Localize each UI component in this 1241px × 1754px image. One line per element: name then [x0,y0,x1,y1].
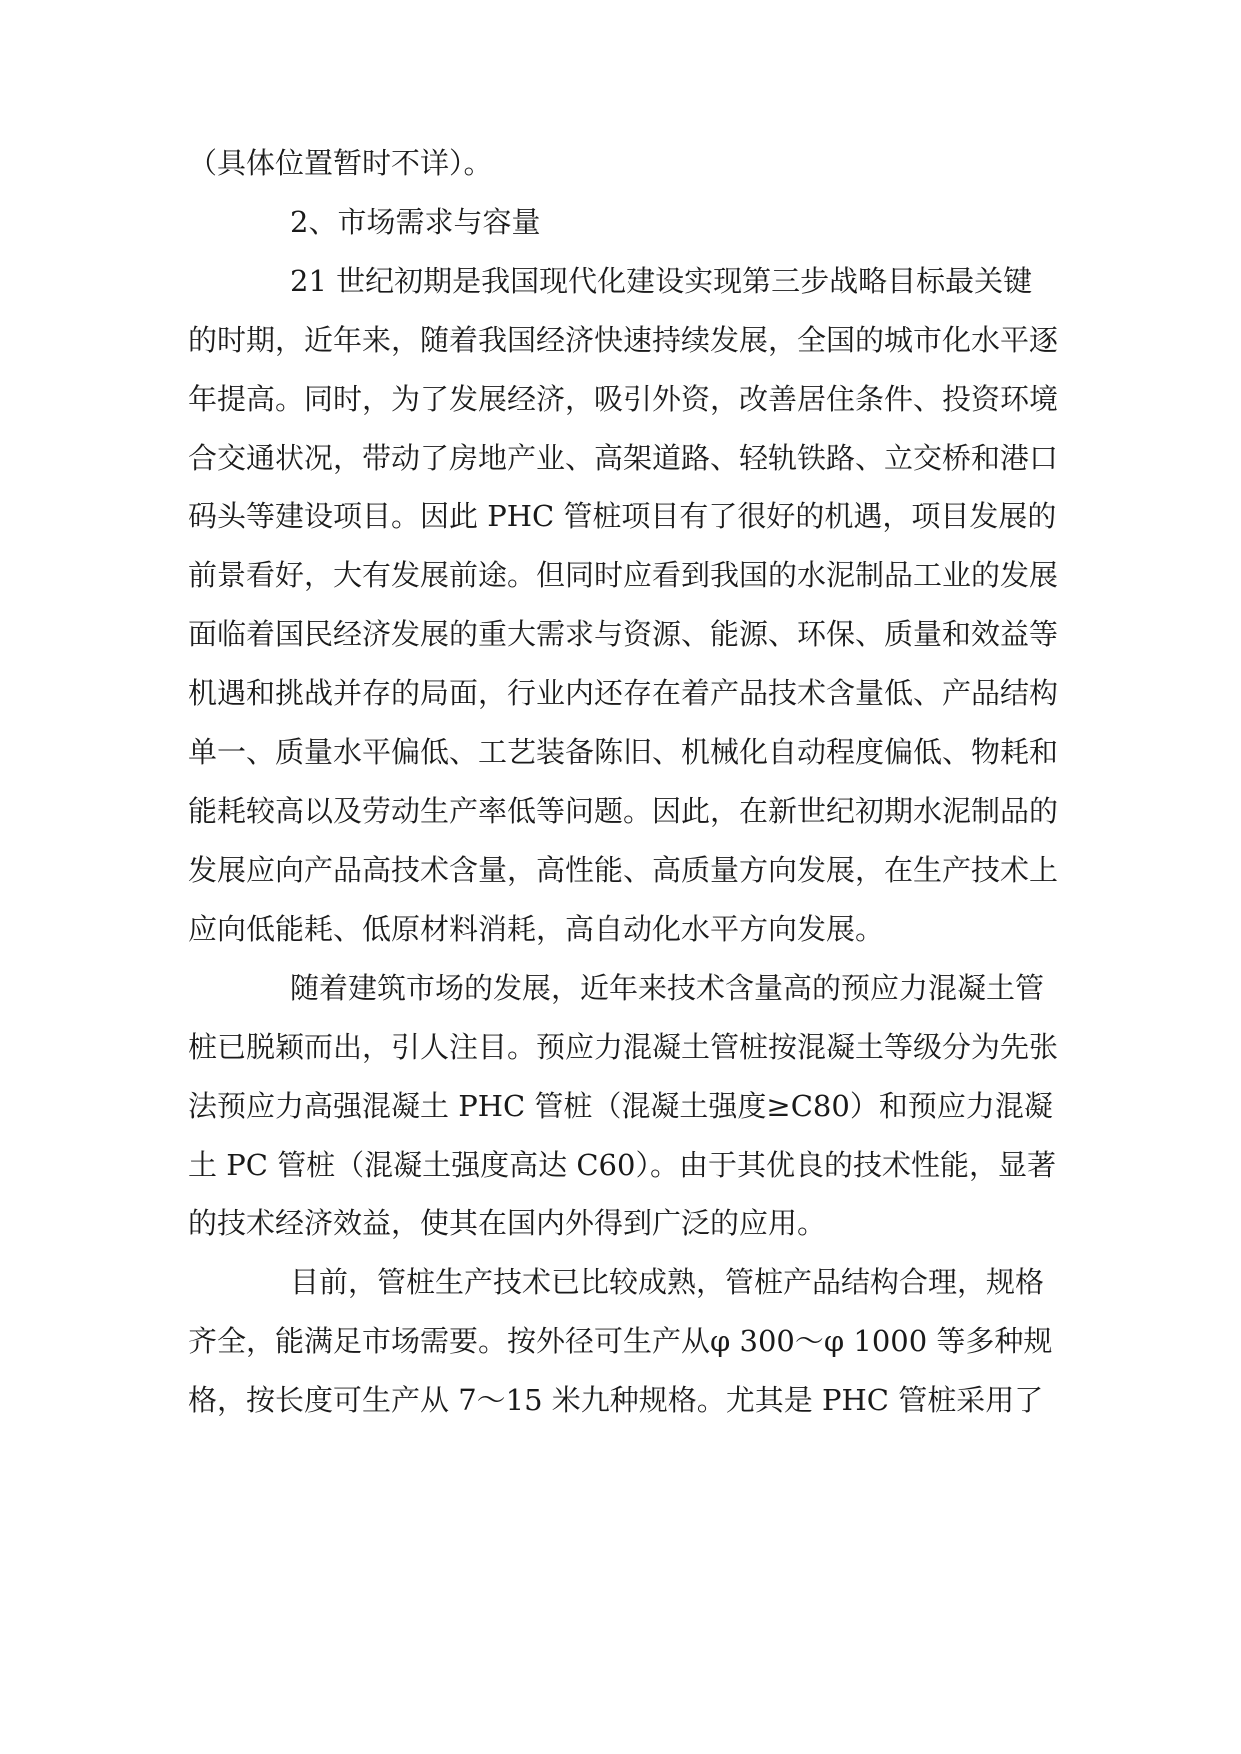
text-line-1: （具体位置暂时不详）。 [188,146,493,180]
text-line-12: 能耗较高以及劳动生产率低等问题。因此，在新世纪初期水泥制品的 [188,794,1059,828]
text-line-7: 码头等建设项目。因此 PHC 管桩项目有了很好的机遇，项目发展的 [188,499,1057,533]
text-line-10: 机遇和挑战并存的局面，行业内还存在着产品技术含量低、产品结构 [188,676,1059,710]
text-line-16: 桩已脱颖而出，引人注目。预应力混凝土管桩按混凝土等级分为先张 [188,1030,1059,1064]
text-line-3: 21 世纪初期是我国现代化建设实现第三步战略目标最关键 [290,264,1033,298]
text-line-14: 应向低能耗、低原材料消耗，高自动化水平方向发展。 [188,912,885,946]
text-line-18: 土 PC 管桩（混凝土强度高达 C60）。由于其优良的技术性能，显著 [188,1148,1056,1182]
text-line-6: 合交通状况，带动了房地产业、高架道路、轻轨铁路、立交桥和港口 [188,441,1059,475]
text-line-17: 法预应力高强混凝土 PHC 管桩（混凝土强度≥C80）和预应力混凝 [188,1089,1053,1123]
text-line-22: 格，按长度可生产从 7～15 米九种规格。尤其是 PHC 管桩采用了 [188,1383,1044,1417]
text-line-19: 的技术经济效益，使其在国内外得到广泛的应用。 [188,1206,827,1240]
text-line-21: 齐全，能满足市场需要。按外径可生产从φ 300～φ 1000 等多种规 [188,1324,1053,1358]
section-heading: 2、市场需求与容量 [290,205,541,239]
text-line-8: 前景看好，大有发展前途。但同时应看到我国的水泥制品工业的发展 [188,558,1059,592]
text-line-20: 目前，管桩生产技术已比较成熟，管桩产品结构合理，规格 [290,1265,1045,1299]
text-line-15: 随着建筑市场的发展，近年来技术含量高的预应力混凝土管 [290,971,1045,1005]
text-line-4: 的时期，近年来，随着我国经济快速持续发展，全国的城市化水平逐 [188,323,1059,357]
text-line-5: 年提高。同时，为了发展经济，吸引外资，改善居住条件、投资环境 [188,382,1059,416]
text-line-11: 单一、质量水平偏低、工艺装备陈旧、机械化自动程度偏低、物耗和 [188,735,1059,769]
text-line-9: 面临着国民经济发展的重大需求与资源、能源、环保、质量和效益等 [188,617,1059,651]
text-line-13: 发展应向产品高技术含量，高性能、高质量方向发展，在生产技术上 [188,853,1059,887]
